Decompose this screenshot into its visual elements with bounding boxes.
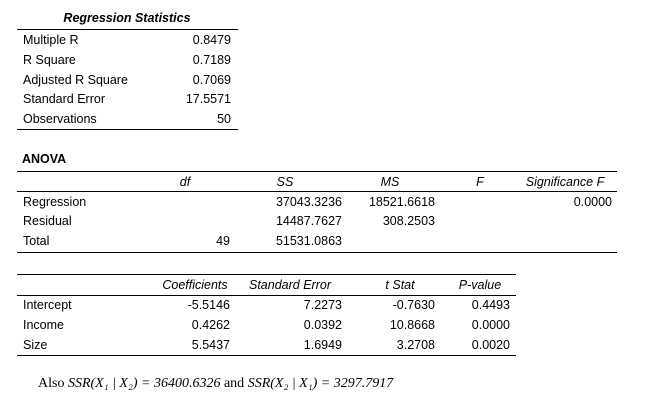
anova-cell-ss: 51531.0863 bbox=[275, 234, 342, 248]
anova-row-label: Total bbox=[23, 234, 50, 248]
rs-label: R Square bbox=[23, 53, 76, 67]
anova-cell-significance-f: 0.0000 bbox=[573, 195, 612, 209]
coef-cell-p-value: 0.4493 bbox=[471, 298, 510, 312]
rs-label: Adjusted R Square bbox=[23, 73, 128, 87]
anova-header-f: F bbox=[476, 175, 484, 189]
coef-cell-p-value: 0.0000 bbox=[471, 318, 510, 332]
coef-cell-standard-error: 1.6949 bbox=[303, 338, 342, 352]
coef-cell-t-stat: 3.2708 bbox=[396, 338, 435, 352]
anova-cell-ss: 37043.3236 bbox=[275, 195, 342, 209]
rs-label: Observations bbox=[23, 112, 97, 126]
rs-value: 50 bbox=[217, 112, 231, 126]
coef-row-label: Income bbox=[23, 318, 64, 332]
anova-row-label: Regression bbox=[23, 195, 87, 209]
coef-header-p-value: P-value bbox=[458, 278, 502, 292]
coef-row-label: Intercept bbox=[23, 298, 72, 312]
coef-cell-standard-error: 0.0392 bbox=[303, 318, 342, 332]
coef-cell-coefficient: 0.4262 bbox=[191, 318, 230, 332]
rs-value: 0.7189 bbox=[192, 53, 231, 67]
footnote-middle: and bbox=[223, 376, 245, 391]
rs-value: 0.7069 bbox=[192, 73, 231, 87]
regression-statistics-title: Regression Statistics bbox=[63, 11, 191, 25]
coef-cell-t-stat: 10.8668 bbox=[389, 318, 435, 332]
anova-header-df: df bbox=[179, 175, 191, 189]
anova-cell-ms: 308.2503 bbox=[382, 214, 435, 228]
footnote-prefix: Also bbox=[38, 376, 65, 391]
anova-header-ms: MS bbox=[380, 175, 400, 189]
footnote bbox=[38, 376, 393, 392]
anova-top-rule bbox=[17, 171, 617, 172]
coef-top-rule bbox=[17, 274, 516, 275]
rs-top-rule bbox=[17, 29, 238, 30]
rs-value: 17.5571 bbox=[185, 92, 231, 106]
coef-header-coefficients: Coefficients bbox=[162, 278, 228, 292]
coef-header-t-stat: t Stat bbox=[385, 278, 415, 292]
coef-bottom-rule bbox=[17, 355, 516, 356]
rs-label: Standard Error bbox=[23, 92, 105, 106]
anova-cell-ms: 18521.6618 bbox=[368, 195, 435, 209]
coef-cell-p-value: 0.0020 bbox=[471, 338, 510, 352]
anova-header-ss: SS bbox=[276, 175, 294, 189]
rs-label: Multiple R bbox=[23, 33, 79, 47]
anova-bottom-rule bbox=[17, 252, 617, 253]
anova-header-significance-f: Significance F bbox=[525, 175, 605, 189]
anova-cell-ss: 14487.7627 bbox=[275, 214, 342, 228]
coef-cell-t-stat: -0.7630 bbox=[392, 298, 435, 312]
anova-header-rule bbox=[17, 191, 617, 192]
anova-row-label: Residual bbox=[23, 214, 72, 228]
coef-header-rule bbox=[17, 295, 516, 296]
coef-cell-standard-error: 7.2273 bbox=[303, 298, 342, 312]
coef-cell-coefficient: -5.5146 bbox=[187, 298, 230, 312]
coef-header-standard-error: Standard Error bbox=[249, 278, 331, 292]
rs-bottom-rule bbox=[17, 129, 238, 130]
anova-cell-df: 49 bbox=[216, 234, 230, 248]
coef-row-label: Size bbox=[23, 338, 48, 352]
anova-title: ANOVA bbox=[22, 152, 67, 166]
footnote-expression-1: SSR(X₁ | X₂) = 36400.6326 bbox=[67, 376, 221, 391]
footnote-expression-2: SSR(X₂ | X₁) = 3297.7917 bbox=[247, 376, 394, 391]
rs-value: 0.8479 bbox=[192, 33, 231, 47]
coef-cell-coefficient: 5.5437 bbox=[191, 338, 230, 352]
